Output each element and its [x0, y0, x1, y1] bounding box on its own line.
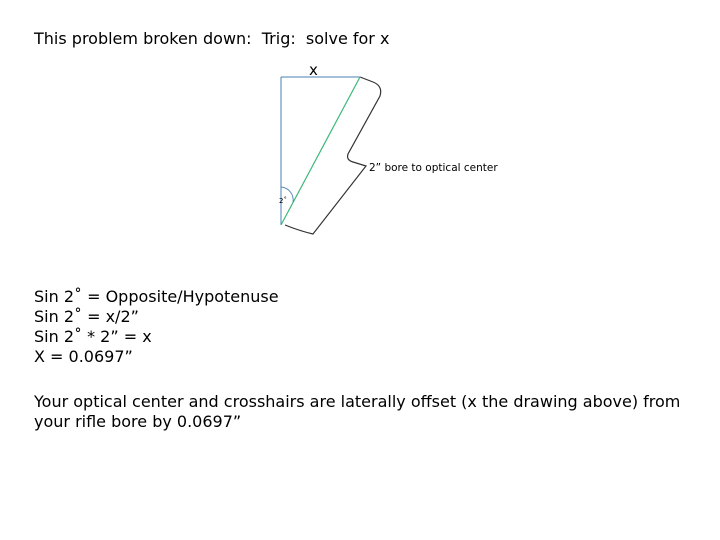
- equation-line: Sin 2˚ = Opposite/Hypotenuse: [34, 287, 279, 306]
- angle-label: 2˚: [279, 197, 287, 205]
- rifle-scope-outline: [285, 77, 381, 234]
- equation-line: Sin 2˚ = x/2”: [34, 307, 139, 326]
- slide-title: This problem broken down: Trig: solve for x: [34, 29, 390, 48]
- bore-label: 2” bore to optical center: [369, 162, 498, 174]
- triangle-hypotenuse: [281, 77, 360, 225]
- equation-line: X = 0.0697”: [34, 347, 133, 366]
- conclusion-text: Your optical center and crosshairs are laterally offset (x the drawing above) from your rifle bore by 0.0697”: [34, 392, 681, 431]
- equation-line: Sin 2˚ * 2” = x: [34, 327, 152, 346]
- x-label: x: [309, 61, 318, 79]
- equations-block: [34, 287, 279, 367]
